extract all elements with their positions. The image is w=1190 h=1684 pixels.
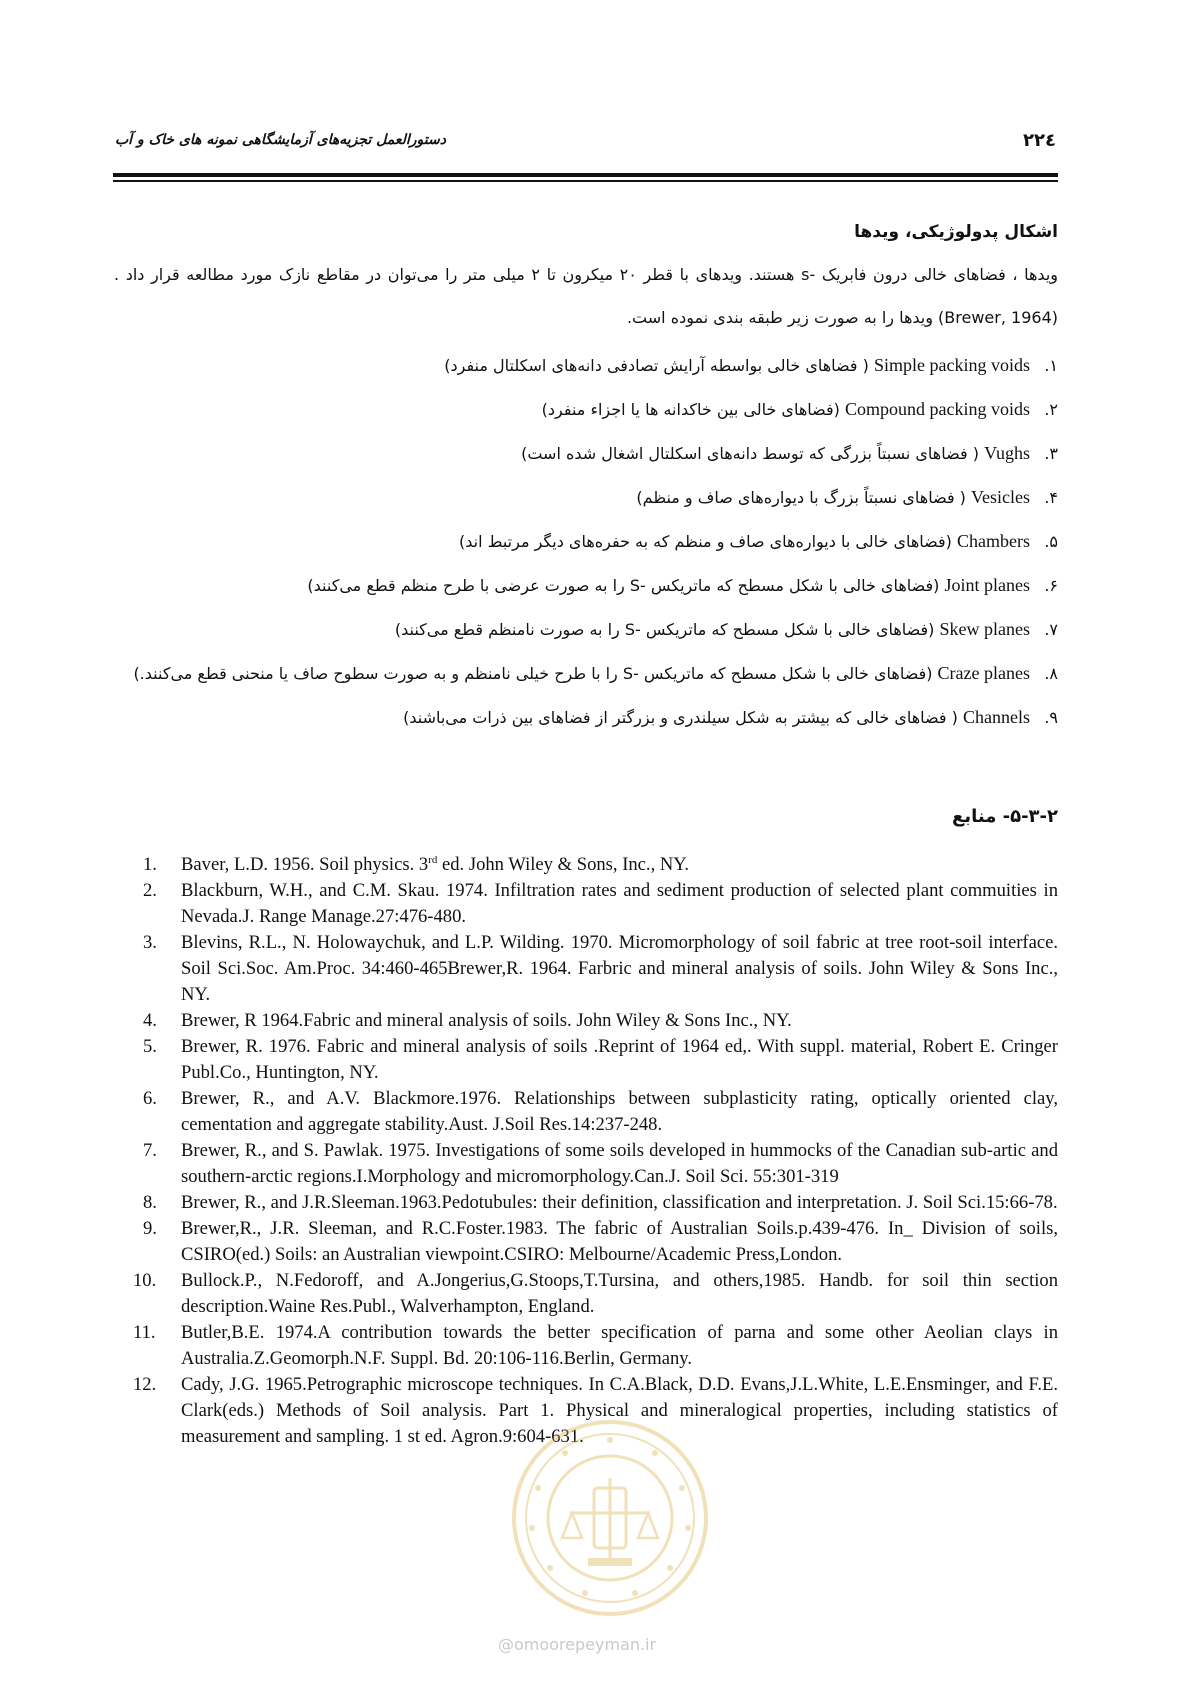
page-header (113, 128, 1058, 158)
list-item: ۴. Vesicles ( فضاهای نسبتاً بزرگ با دیواره‌های صاف و منظم) (636, 487, 1058, 507)
list-item: ۵. Chambers (فضاهای خالی با دیواره‌های صاف و منظم که به حفره‌های دیگر مرتبط اند) (459, 531, 1058, 551)
header-rule-thick (113, 173, 1058, 177)
page-number: ۲۲٤ (1023, 130, 1056, 151)
list-item: ۷. Skew planes (فضاهای خالی با شکل مسطح که ماتریکس -S را به صورت نامنظم قطع می‌کنند) (394, 619, 1058, 639)
references-title: ۵-۳-۲- منابع (952, 806, 1058, 827)
list-item: ۶. Joint planes (فضاهای خالی با شکل مسطح که ماتریکس -S را به صورت عرضی با طرح منظم قطع می‌کنند) (307, 575, 1058, 595)
list-item: ۳. Vughs ( فضاهای نسبتاً بزرگی که توسط دانه‌های اسکلتال اشغال شده است) (521, 443, 1058, 463)
reference-item: 4. Brewer, R 1964.Fabric and mineral analysis of soils. John Wiley & Sons Inc., NY. (143, 1010, 792, 1031)
list-item: ۸. Craze planes (فضاهای خالی با شکل مسطح که ماتریکس -S را با طرح خیلی نامنظم و به صورت سطوح صاف یا منحنی قطع می‌کنند.) (133, 663, 1058, 683)
reference-item: 2. Blackburn, W.H., and C.M. Skau. 1974. Infiltration rates and sediment production of selected plant commuities in Nevada.J. Range Manage.27:476-480. (143, 880, 1058, 927)
reference-item: 1. Baver, L.D. 1956. Soil physics. 3rd ed. John Wiley & Sons, Inc., NY. (143, 853, 689, 875)
reference-item: 3. Blevins, R.L., N. Holowaychuk, and L.P. Wilding. 1970. Micromorphology of soil fabric at tree root-soil interface. Soil Sci.Soc. Am.Proc. 34:460-465Brewer,R. 1964. Farbric and mineral analysis of soils. John Wiley & Sons Inc., NY. (143, 932, 1058, 1005)
intro-paragraph: ویدها ، فضاهای خالی درون فابریک -s هستند. ویدهای با قطر ۲۰ میکرون تا ۲ میلی متر را می‌توان در مقاطع نازک مورد مطالعه قرار داد . (Brewer, 1964) ویدها را به صورت زیر طبقه بندی نموده است. (114, 265, 1059, 327)
reference-item: 5. Brewer, R. 1976. Fabric and mineral analysis of soils .Reprint of 1964 ed,. With suppl. material, Robert E. Cringer Publ.Co., Huntington, NY. (143, 1036, 1058, 1083)
watermark-text: @omoorepeyman.ir (498, 1635, 657, 1654)
section-title: اشکال پدولوژیکی، ویدها (854, 222, 1058, 242)
seal-logo-icon (510, 1418, 710, 1618)
running-title: دستورالعمل تجزیه‌های آزمایشگاهی نمونه های خاک و آب (115, 132, 446, 148)
references-list (133, 852, 1058, 1450)
reference-item: 9. Brewer,R., J.R. Sleeman, and R.C.Foster.1983. The fabric of Australian Soils.p.439-476. In_ Division of soils, CSIRO(ed.) Soils: an Australian viewpoint.CSIRO: Melbourne/Academic Press,London. (143, 1218, 1058, 1265)
voids-list (114, 344, 1058, 740)
header-rule-thin (113, 180, 1058, 182)
reference-item: 6. Brewer, R., and A.V. Blackmore.1976. Relationships between subplasticity rating, optically oriented clay, cementation and aggregate stability.Aust. J.Soil Res.14:237-248. (143, 1088, 1058, 1135)
list-item: ۹. Channels ( فضاهای خالی که بیشتر به شکل سیلندری و بزرگتر از فضاهای بین ذرات می‌باشند) (403, 707, 1058, 727)
reference-item: 12. Cady, J.G. 1965.Petrographic microscope techniques. In C.A.Black, D.D. Evans,J.L.White, L.E.Ensminger, and F.E. Clark(eds.) Methods of Soil analysis. Part 1. Physical and mineralogical properties, including statistics of measurement and sampling. 1 st ed. Agron.9:604-631. (133, 1374, 1058, 1447)
list-item: ۱. Simple packing voids ( فضاهای خالی بواسطه آرایش تصادفی دانه‌های اسکلتال منفرد) (444, 355, 1058, 375)
reference-item: 7. Brewer, R., and S. Pawlak. 1975. Investigations of some soils developed in hummocks of the Canadian sub-artic and southern-arctic regions.I.Morphology and micromorphology.Can.J. Soil Sci. 55:301-319 (143, 1140, 1058, 1187)
reference-item: 8. Brewer, R., and J.R.Sleeman.1963.Pedotubules: their definition, classification and interpretation. J. Soil Sci.15:66-78. (143, 1192, 1058, 1213)
reference-item: 10. Bullock.P., N.Fedoroff, and A.Jongerius,G.Stoops,T.Tursina, and others,1985. Handb. for soil thin section description.Waine Res.Publ., Walverhampton, England. (133, 1270, 1058, 1317)
reference-item: 11. Butler,B.E. 1974.A contribution towards the better specification of parna and some other Aeolian clays in Australia.Z.Geomorph.N.F. Suppl. Bd. 20:106-116.Berlin, Germany. (133, 1322, 1058, 1369)
list-item: ۲. Compound packing voids (فضاهای خالی بین خاکدانه ها یا اجزاء منفرد) (541, 399, 1058, 419)
